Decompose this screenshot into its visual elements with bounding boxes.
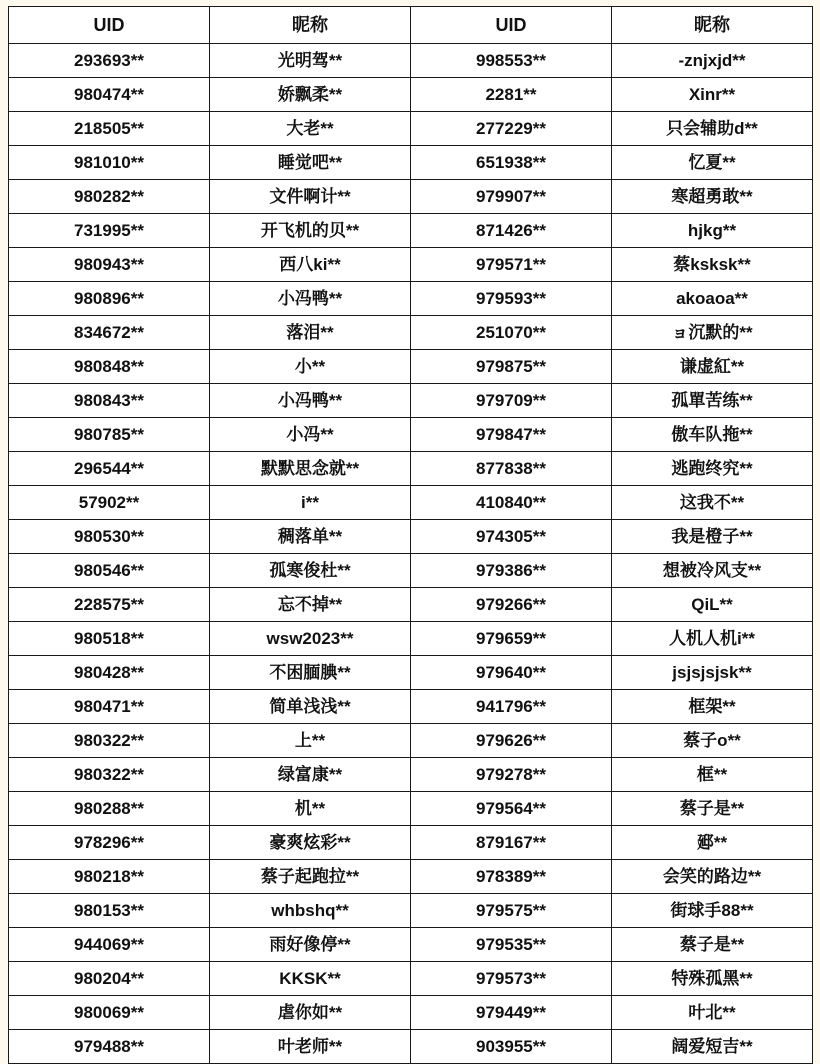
table-row	[9, 180, 813, 214]
table-row	[9, 1030, 813, 1064]
cell-nickname-left: 落泪**	[210, 316, 411, 350]
cell-uid-right: 974305**	[411, 520, 612, 554]
table-row	[9, 690, 813, 724]
table-row	[9, 452, 813, 486]
cell-nickname-left: 小冯鸭**	[210, 384, 411, 418]
cell-uid-right: 979626**	[411, 724, 612, 758]
cell-uid-right: 879167**	[411, 826, 612, 860]
table-row	[9, 214, 813, 248]
cell-uid-left: 218505**	[9, 112, 210, 146]
cell-uid-left: 980288**	[9, 792, 210, 826]
table-row	[9, 962, 813, 996]
column-header-nickname-right: 昵称	[612, 7, 813, 44]
table-body	[9, 44, 813, 1064]
cell-nickname-left: 绿富康**	[210, 758, 411, 792]
cell-uid-right: 979847**	[411, 418, 612, 452]
cell-uid-left: 980848**	[9, 350, 210, 384]
cell-nickname-left: 睡觉吧**	[210, 146, 411, 180]
cell-uid-right: 2281**	[411, 78, 612, 112]
cell-uid-right: 871426**	[411, 214, 612, 248]
cell-nickname-right: jsjsjsjsk**	[612, 656, 813, 690]
cell-nickname-left: 蔡子起跑拉**	[210, 860, 411, 894]
cell-nickname-left: 忘不掉**	[210, 588, 411, 622]
cell-nickname-right: -znjxjd**	[612, 44, 813, 78]
cell-uid-left: 980322**	[9, 758, 210, 792]
cell-nickname-left: 豪爽炫彩**	[210, 826, 411, 860]
cell-uid-right: 979386**	[411, 554, 612, 588]
cell-uid-left: 980428**	[9, 656, 210, 690]
cell-nickname-right: ョ沉默的**	[612, 316, 813, 350]
cell-uid-left: 980474**	[9, 78, 210, 112]
cell-nickname-right: 蔡ksksk**	[612, 248, 813, 282]
table-row	[9, 44, 813, 78]
cell-nickname-left: 虐你如**	[210, 996, 411, 1030]
cell-nickname-left: 上**	[210, 724, 411, 758]
cell-uid-right: 979564**	[411, 792, 612, 826]
cell-uid-left: 980530**	[9, 520, 210, 554]
table-row	[9, 826, 813, 860]
cell-nickname-right: 会笑的路边**	[612, 860, 813, 894]
cell-nickname-left: 不困腼腆**	[210, 656, 411, 690]
cell-nickname-left: whbshq**	[210, 894, 411, 928]
cell-uid-left: 228575**	[9, 588, 210, 622]
column-header-uid-right: UID	[411, 7, 612, 44]
cell-nickname-left: 小冯鸭**	[210, 282, 411, 316]
cell-uid-right: 251070**	[411, 316, 612, 350]
cell-nickname-right: 想被冷风支**	[612, 554, 813, 588]
table-row	[9, 554, 813, 588]
cell-nickname-right: akoaoa**	[612, 282, 813, 316]
cell-uid-right: 979640**	[411, 656, 612, 690]
cell-nickname-left: 默默思念就**	[210, 452, 411, 486]
table-row	[9, 282, 813, 316]
table-row	[9, 792, 813, 826]
cell-nickname-left: 叶老师**	[210, 1030, 411, 1064]
cell-uid-left: 980546**	[9, 554, 210, 588]
cell-uid-right: 979573**	[411, 962, 612, 996]
column-header-nickname-left: 昵称	[210, 7, 411, 44]
cell-uid-right: 277229**	[411, 112, 612, 146]
cell-nickname-right: 蔡子是**	[612, 792, 813, 826]
cell-nickname-left: 小冯**	[210, 418, 411, 452]
cell-nickname-right: 蔡子是**	[612, 928, 813, 962]
table-row	[9, 146, 813, 180]
table-row	[9, 486, 813, 520]
cell-uid-left: 980943**	[9, 248, 210, 282]
cell-uid-left: 980471**	[9, 690, 210, 724]
cell-nickname-right: 人机人机i**	[612, 622, 813, 656]
cell-uid-right: 979266**	[411, 588, 612, 622]
cell-nickname-left: i**	[210, 486, 411, 520]
cell-uid-right: 979571**	[411, 248, 612, 282]
cell-nickname-left: 孤寒俊杜**	[210, 554, 411, 588]
cell-nickname-right: 框**	[612, 758, 813, 792]
table-row	[9, 622, 813, 656]
cell-uid-right: 998553**	[411, 44, 612, 78]
cell-uid-left: 57902**	[9, 486, 210, 520]
cell-uid-right: 941796**	[411, 690, 612, 724]
cell-nickname-left: 西八ki**	[210, 248, 411, 282]
cell-nickname-left: 小**	[210, 350, 411, 384]
cell-uid-right: 979535**	[411, 928, 612, 962]
cell-uid-left: 293693**	[9, 44, 210, 78]
cell-uid-right: 651938**	[411, 146, 612, 180]
cell-nickname-right: 这我不**	[612, 486, 813, 520]
table-row	[9, 384, 813, 418]
cell-uid-left: 980282**	[9, 180, 210, 214]
cell-nickname-left: KKSK**	[210, 962, 411, 996]
table-row	[9, 894, 813, 928]
cell-uid-left: 980896**	[9, 282, 210, 316]
cell-nickname-left: wsw2023**	[210, 622, 411, 656]
cell-nickname-right: 寒超勇敢**	[612, 180, 813, 214]
cell-nickname-right: Xinr**	[612, 78, 813, 112]
cell-nickname-left: 机**	[210, 792, 411, 826]
uid-nickname-table	[8, 6, 813, 1064]
cell-nickname-right: 叶北**	[612, 996, 813, 1030]
cell-nickname-right: QiL**	[612, 588, 813, 622]
cell-nickname-left: 稠落单**	[210, 520, 411, 554]
cell-nickname-right: 孤單苦练**	[612, 384, 813, 418]
cell-uid-left: 980069**	[9, 996, 210, 1030]
cell-nickname-left: 简单浅浅**	[210, 690, 411, 724]
table-row	[9, 996, 813, 1030]
cell-nickname-right: 忆夏**	[612, 146, 813, 180]
cell-uid-left: 980153**	[9, 894, 210, 928]
cell-uid-left: 980218**	[9, 860, 210, 894]
table-row	[9, 724, 813, 758]
cell-nickname-right: 特殊孤黑**	[612, 962, 813, 996]
cell-nickname-right: 傲车队拖**	[612, 418, 813, 452]
cell-nickname-right: 蔡子o**	[612, 724, 813, 758]
table-row	[9, 928, 813, 962]
cell-uid-right: 979875**	[411, 350, 612, 384]
cell-uid-left: 980518**	[9, 622, 210, 656]
cell-uid-right: 978389**	[411, 860, 612, 894]
cell-uid-right: 903955**	[411, 1030, 612, 1064]
cell-nickname-left: 光明驾**	[210, 44, 411, 78]
cell-uid-left: 944069**	[9, 928, 210, 962]
cell-nickname-right: 框架**	[612, 690, 813, 724]
cell-uid-right: 979449**	[411, 996, 612, 1030]
cell-uid-left: 296544**	[9, 452, 210, 486]
cell-nickname-right: 谦虚紅**	[612, 350, 813, 384]
table-row	[9, 860, 813, 894]
cell-uid-left: 980204**	[9, 962, 210, 996]
cell-uid-left: 731995**	[9, 214, 210, 248]
table-row	[9, 520, 813, 554]
cell-nickname-right: 郔**	[612, 826, 813, 860]
table-header	[9, 7, 813, 44]
cell-uid-left: 980785**	[9, 418, 210, 452]
cell-uid-right: 979709**	[411, 384, 612, 418]
cell-uid-left: 978296**	[9, 826, 210, 860]
cell-nickname-right: 只会辅助d**	[612, 112, 813, 146]
cell-nickname-left: 大老**	[210, 112, 411, 146]
cell-uid-right: 877838**	[411, 452, 612, 486]
cell-nickname-right: 逃跑终究**	[612, 452, 813, 486]
table-row	[9, 758, 813, 792]
table-row	[9, 112, 813, 146]
cell-uid-right: 410840**	[411, 486, 612, 520]
cell-uid-right: 979593**	[411, 282, 612, 316]
cell-uid-right: 979907**	[411, 180, 612, 214]
cell-uid-left: 834672**	[9, 316, 210, 350]
table-row	[9, 588, 813, 622]
table-row	[9, 248, 813, 282]
cell-nickname-right: 我是橙子**	[612, 520, 813, 554]
table-row	[9, 350, 813, 384]
table-row	[9, 78, 813, 112]
cell-uid-left: 980843**	[9, 384, 210, 418]
column-header-uid-left: UID	[9, 7, 210, 44]
cell-uid-left: 979488**	[9, 1030, 210, 1064]
table-row	[9, 418, 813, 452]
table-header-row	[9, 7, 813, 44]
cell-nickname-left: 文件啊计**	[210, 180, 411, 214]
cell-uid-right: 979278**	[411, 758, 612, 792]
cell-uid-right: 979575**	[411, 894, 612, 928]
cell-nickname-right: hjkg**	[612, 214, 813, 248]
cell-uid-left: 981010**	[9, 146, 210, 180]
cell-nickname-left: 开飞机的贝**	[210, 214, 411, 248]
cell-nickname-right: 阔爱短吉**	[612, 1030, 813, 1064]
cell-nickname-left: 娇飘柔**	[210, 78, 411, 112]
cell-nickname-left: 雨好像停**	[210, 928, 411, 962]
cell-uid-left: 980322**	[9, 724, 210, 758]
table-row	[9, 656, 813, 690]
cell-uid-right: 979659**	[411, 622, 612, 656]
cell-nickname-right: 街球手88**	[612, 894, 813, 928]
table-row	[9, 316, 813, 350]
